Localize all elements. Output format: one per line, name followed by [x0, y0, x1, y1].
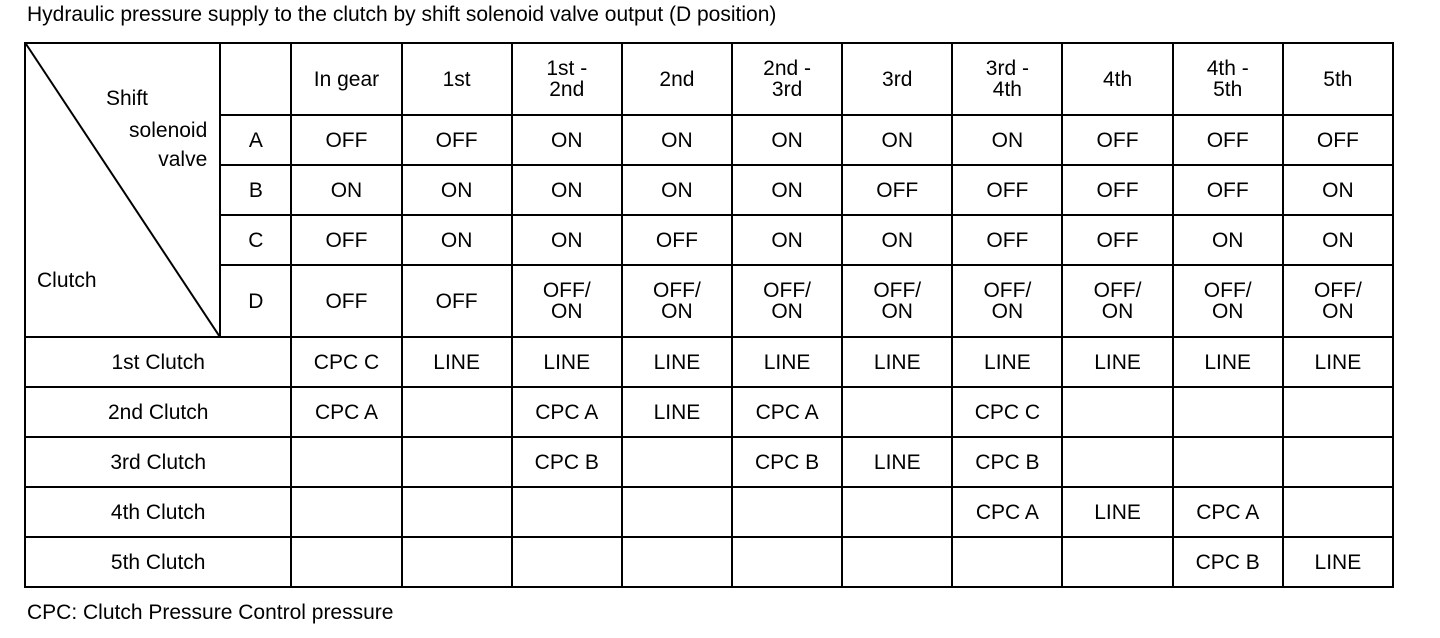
solenoid-state-cell: OFF — [842, 165, 952, 215]
solenoid-row — [25, 115, 1393, 165]
pressure-cell — [842, 537, 952, 587]
pressure-cell: LINE — [1173, 337, 1283, 387]
pressure-cell: CPC C — [291, 337, 401, 387]
pressure-cell: CPC B — [952, 437, 1062, 487]
pressure-cell — [402, 437, 512, 487]
pressure-cell — [291, 537, 401, 587]
pressure-cell — [512, 537, 622, 587]
solenoid-state-cell: ON — [732, 165, 842, 215]
solenoid-state-cell: ON — [842, 215, 952, 265]
solenoid-state-cell: ON — [732, 215, 842, 265]
solenoid-label: B — [220, 165, 291, 215]
pressure-cell: CPC A — [732, 387, 842, 437]
clutch-row — [25, 437, 1393, 487]
solenoid-row — [25, 165, 1393, 215]
clutch-row — [25, 387, 1393, 437]
clutch-label: 4th Clutch — [25, 487, 291, 537]
clutch-label: 5th Clutch — [25, 537, 291, 587]
clutch-label: 2nd Clutch — [25, 387, 291, 437]
corner-label-clutch: Clutch — [37, 269, 97, 292]
pressure-cell: LINE — [1283, 337, 1393, 387]
solenoid-state-cell: OFF/ ON — [842, 265, 952, 337]
column-header: 5th — [1283, 43, 1393, 115]
clutch-row — [25, 487, 1393, 537]
solenoid-state-cell: OFF — [622, 215, 732, 265]
solenoid-state-cell: ON — [512, 115, 622, 165]
pressure-cell — [1062, 387, 1172, 437]
pressure-cell — [1062, 437, 1172, 487]
page-title: Hydraulic pressure supply to the clutch by shift solenoid valve output (D position) — [27, 3, 777, 26]
pressure-cell — [402, 387, 512, 437]
solenoid-state-cell: OFF/ ON — [512, 265, 622, 337]
corner-label-shift: Shift — [106, 87, 149, 110]
solenoid-row — [25, 215, 1393, 265]
shift-clutch-table — [24, 42, 1394, 588]
solenoid-state-cell: ON — [291, 165, 401, 215]
solenoid-state-cell: OFF — [1062, 115, 1172, 165]
solenoid-state-cell: ON — [622, 165, 732, 215]
pressure-cell — [402, 487, 512, 537]
clutch-label: 1st Clutch — [25, 337, 291, 387]
solenoid-state-cell: OFF — [1173, 115, 1283, 165]
pressure-cell: LINE — [1062, 487, 1172, 537]
pressure-cell — [1062, 537, 1172, 587]
pressure-cell — [1283, 437, 1393, 487]
solenoid-state-cell: ON — [1173, 215, 1283, 265]
corner-label-solenoid-valve: solenoid valve — [129, 119, 208, 171]
pressure-cell: LINE — [402, 337, 512, 387]
solenoid-label: C — [220, 215, 291, 265]
solenoid-state-cell: ON — [622, 115, 732, 165]
header-blank-cell — [220, 43, 291, 115]
solenoid-state-cell: OFF — [402, 115, 512, 165]
clutch-label: 3rd Clutch — [25, 437, 291, 487]
solenoid-row — [25, 265, 1393, 337]
pressure-cell: LINE — [1283, 537, 1393, 587]
pressure-cell — [1173, 387, 1283, 437]
pressure-cell: LINE — [952, 337, 1062, 387]
solenoid-state-cell: ON — [732, 115, 842, 165]
solenoid-state-cell: ON — [842, 115, 952, 165]
column-header: 1st - 2nd — [512, 43, 622, 115]
column-header: 3rd - 4th — [952, 43, 1062, 115]
pressure-cell: CPC B — [732, 437, 842, 487]
pressure-cell — [622, 537, 732, 587]
solenoid-state-cell: OFF — [1062, 165, 1172, 215]
solenoid-state-cell: ON — [952, 115, 1062, 165]
solenoid-state-cell: OFF — [291, 115, 401, 165]
solenoid-state-cell: OFF — [1062, 215, 1172, 265]
pressure-cell — [291, 437, 401, 487]
pressure-cell: LINE — [732, 337, 842, 387]
pressure-cell: CPC B — [512, 437, 622, 487]
pressure-cell — [1283, 387, 1393, 437]
pressure-cell — [842, 387, 952, 437]
pressure-cell: LINE — [622, 387, 732, 437]
solenoid-state-cell: ON — [402, 215, 512, 265]
solenoid-state-cell: ON — [512, 215, 622, 265]
column-header: In gear — [291, 43, 401, 115]
pressure-cell — [402, 537, 512, 587]
pressure-cell: CPC C — [952, 387, 1062, 437]
solenoid-state-cell: OFF — [1173, 165, 1283, 215]
pressure-cell: CPC A — [512, 387, 622, 437]
pressure-cell — [732, 537, 842, 587]
clutch-row — [25, 537, 1393, 587]
solenoid-state-cell: OFF/ ON — [622, 265, 732, 337]
pressure-cell: LINE — [622, 337, 732, 387]
pressure-cell — [1283, 487, 1393, 537]
column-header: 1st — [402, 43, 512, 115]
column-header: 2nd — [622, 43, 732, 115]
pressure-cell: LINE — [842, 337, 952, 387]
pressure-cell — [512, 487, 622, 537]
solenoid-state-cell: OFF — [291, 215, 401, 265]
solenoid-state-cell: OFF — [952, 165, 1062, 215]
solenoid-label: A — [220, 115, 291, 165]
pressure-cell — [622, 487, 732, 537]
solenoid-state-cell: OFF — [1283, 115, 1393, 165]
pressure-cell — [952, 537, 1062, 587]
solenoid-state-cell: OFF/ ON — [1283, 265, 1393, 337]
pressure-cell: LINE — [512, 337, 622, 387]
solenoid-state-cell: OFF/ ON — [1173, 265, 1283, 337]
clutch-row — [25, 337, 1393, 387]
solenoid-state-cell: OFF — [291, 265, 401, 337]
column-header: 3rd — [842, 43, 952, 115]
pressure-cell: LINE — [1062, 337, 1172, 387]
footnote: CPC: Clutch Pressure Control pressure — [27, 601, 394, 624]
solenoid-state-cell: OFF/ ON — [732, 265, 842, 337]
pressure-cell — [842, 487, 952, 537]
solenoid-state-cell: ON — [512, 165, 622, 215]
pressure-cell — [291, 487, 401, 537]
solenoid-state-cell: ON — [402, 165, 512, 215]
pressure-cell — [622, 437, 732, 487]
column-header: 2nd - 3rd — [732, 43, 842, 115]
pressure-cell: LINE — [842, 437, 952, 487]
pressure-cell — [732, 487, 842, 537]
solenoid-state-cell: OFF/ ON — [952, 265, 1062, 337]
solenoid-state-cell: ON — [1283, 165, 1393, 215]
pressure-cell: CPC A — [1173, 487, 1283, 537]
column-header: 4th — [1062, 43, 1172, 115]
solenoid-state-cell: OFF — [952, 215, 1062, 265]
pressure-cell: CPC A — [952, 487, 1062, 537]
corner-header-cell — [25, 43, 220, 337]
solenoid-state-cell: OFF/ ON — [1062, 265, 1172, 337]
solenoid-state-cell: ON — [1283, 215, 1393, 265]
pressure-cell: CPC B — [1173, 537, 1283, 587]
solenoid-label: D — [220, 265, 291, 337]
pressure-cell: CPC A — [291, 387, 401, 437]
solenoid-state-cell: OFF — [402, 265, 512, 337]
column-header: 4th - 5th — [1173, 43, 1283, 115]
pressure-cell — [1173, 437, 1283, 487]
